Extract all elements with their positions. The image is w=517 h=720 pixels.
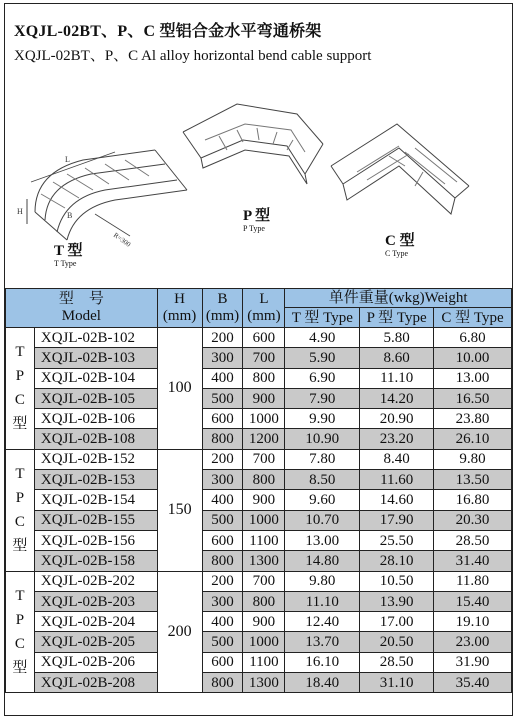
model-cell: XQJL-02B-152 <box>34 449 157 469</box>
width-cell: 400 <box>202 612 243 632</box>
height-cell: 150 <box>157 449 202 571</box>
t-weight-cell: 8.50 <box>285 470 360 490</box>
c-weight-cell: 15.40 <box>434 591 512 611</box>
width-cell: 500 <box>202 632 243 652</box>
length-cell: 800 <box>243 470 285 490</box>
type-letter: T <box>15 466 25 483</box>
p-type-label-en: P Type <box>243 223 265 233</box>
c-weight-cell: 26.10 <box>434 429 512 449</box>
table-row <box>6 470 512 490</box>
t-weight-cell: 13.70 <box>285 632 360 652</box>
width-cell: 300 <box>202 348 243 368</box>
length-cell: 900 <box>243 388 285 408</box>
model-cell: XQJL-02B-153 <box>34 470 157 490</box>
model-cell: XQJL-02B-104 <box>34 368 157 388</box>
c-weight-cell: 10.00 <box>434 348 512 368</box>
c-weight-cell: 23.00 <box>434 632 512 652</box>
length-cell: 900 <box>243 490 285 510</box>
spec-table <box>5 288 512 693</box>
p-weight-cell: 14.60 <box>360 490 434 510</box>
length-cell: 1000 <box>243 510 285 530</box>
c-weight-cell: 31.90 <box>434 652 512 672</box>
length-cell: 700 <box>243 571 285 591</box>
length-cell: 600 <box>243 328 285 348</box>
model-cell: XQJL-02B-106 <box>34 409 157 429</box>
width-cell: 300 <box>202 591 243 611</box>
type-letter: P <box>15 611 25 628</box>
width-cell: 800 <box>202 429 243 449</box>
p-weight-cell: 28.10 <box>360 551 434 571</box>
model-cell: XQJL-02B-158 <box>34 551 157 571</box>
type-letter: T <box>15 344 25 361</box>
t-weight-cell: 5.90 <box>285 348 360 368</box>
width-cell: 500 <box>202 510 243 530</box>
t-weight-cell: 7.90 <box>285 388 360 408</box>
t-weight-cell: 10.90 <box>285 429 360 449</box>
header-b-unit: (mm) <box>205 308 240 324</box>
width-cell: 600 <box>202 530 243 550</box>
type-letter: P <box>15 490 25 507</box>
table-row <box>6 571 512 591</box>
length-cell: 700 <box>243 348 285 368</box>
type-letter: C <box>14 635 25 652</box>
length-cell: 1300 <box>243 673 285 693</box>
header-l-unit: (mm) <box>247 308 281 324</box>
c-type-label-en: C Type <box>385 248 409 258</box>
c-weight-cell: 16.80 <box>434 490 512 510</box>
p-weight-cell: 23.20 <box>360 429 434 449</box>
t-weight-cell: 6.90 <box>285 368 360 388</box>
header-model-zh: 型 号 <box>58 291 104 307</box>
t-weight-cell: 9.90 <box>285 409 360 429</box>
table-row <box>6 673 512 693</box>
c-weight-cell: 28.50 <box>434 530 512 550</box>
p-weight-cell: 11.10 <box>360 368 434 388</box>
header-h-unit: (mm) <box>162 308 197 324</box>
model-cell: XQJL-02B-205 <box>34 632 157 652</box>
c-weight-cell: 13.00 <box>434 368 512 388</box>
spec-table-body <box>6 328 512 693</box>
width-cell: 200 <box>202 571 243 591</box>
p-weight-cell: 20.50 <box>360 632 434 652</box>
height-cell: 200 <box>157 571 202 693</box>
table-row <box>6 530 512 550</box>
type-letter: T <box>15 587 25 604</box>
p-weight-cell: 28.50 <box>360 652 434 672</box>
header-t-type: T 型 Type <box>285 308 360 328</box>
header-c-type: C 型 Type <box>434 308 512 328</box>
model-cell: XQJL-02B-108 <box>34 429 157 449</box>
p-weight-cell: 20.90 <box>360 409 434 429</box>
t-type-label: T 型 <box>54 243 83 259</box>
t-weight-cell: 13.00 <box>285 530 360 550</box>
product-illustration <box>5 74 512 288</box>
table-row <box>6 368 512 388</box>
c-type-label: C 型 <box>385 233 415 249</box>
t-weight-cell: 11.10 <box>285 591 360 611</box>
p-weight-cell: 17.00 <box>360 612 434 632</box>
header-h <box>157 289 202 328</box>
model-cell: XQJL-02B-203 <box>34 591 157 611</box>
table-row <box>6 652 512 672</box>
c-weight-cell: 35.40 <box>434 673 512 693</box>
header-b <box>202 289 243 328</box>
model-cell: XQJL-02B-208 <box>34 673 157 693</box>
t-type-caption <box>54 244 82 268</box>
c-weight-cell: 9.80 <box>434 449 512 469</box>
p-type-caption <box>243 209 270 233</box>
length-cell: 1200 <box>243 429 285 449</box>
length-cell: 1000 <box>243 632 285 652</box>
width-cell: 600 <box>202 652 243 672</box>
width-cell: 200 <box>202 328 243 348</box>
type-group-label <box>6 571 35 693</box>
width-cell: 800 <box>202 551 243 571</box>
p-weight-cell: 11.60 <box>360 470 434 490</box>
length-cell: 1000 <box>243 409 285 429</box>
dim-label-l: L <box>65 155 70 164</box>
model-cell: XQJL-02B-154 <box>34 490 157 510</box>
p-weight-cell: 5.80 <box>360 328 434 348</box>
length-cell: 1100 <box>243 652 285 672</box>
c-weight-cell: 19.10 <box>434 612 512 632</box>
header-l <box>243 289 285 328</box>
table-row <box>6 551 512 571</box>
c-weight-cell: 13.50 <box>434 470 512 490</box>
width-cell: 300 <box>202 470 243 490</box>
t-type-label-en: T Type <box>54 258 77 268</box>
type-group-label <box>6 328 35 450</box>
width-cell: 800 <box>202 673 243 693</box>
model-cell: XQJL-02B-204 <box>34 612 157 632</box>
model-cell: XQJL-02B-105 <box>34 388 157 408</box>
width-cell: 400 <box>202 368 243 388</box>
p-weight-cell: 25.50 <box>360 530 434 550</box>
t-weight-cell: 14.80 <box>285 551 360 571</box>
t-type-drawing <box>27 150 187 240</box>
table-row <box>6 591 512 611</box>
table-row <box>6 388 512 408</box>
length-cell: 900 <box>243 612 285 632</box>
type-letter: 型 <box>12 416 28 433</box>
header-h-label: H <box>174 291 185 307</box>
table-row <box>6 612 512 632</box>
c-weight-cell: 16.50 <box>434 388 512 408</box>
table-row <box>6 328 512 348</box>
p-weight-cell: 17.90 <box>360 510 434 530</box>
header-model-en: Model <box>61 308 101 324</box>
width-cell: 500 <box>202 388 243 408</box>
dim-label-h: H <box>17 207 23 216</box>
t-weight-cell: 12.40 <box>285 612 360 632</box>
c-weight-cell: 6.80 <box>434 328 512 348</box>
t-weight-cell: 9.60 <box>285 490 360 510</box>
width-cell: 200 <box>202 449 243 469</box>
table-row <box>6 490 512 510</box>
title-english: XQJL-02BT、P、C Al alloy horizontal bend cable support <box>14 48 372 64</box>
c-type-caption <box>385 234 415 258</box>
length-cell: 1100 <box>243 530 285 550</box>
dim-label-r: R=300 <box>111 231 133 249</box>
width-cell: 400 <box>202 490 243 510</box>
c-weight-cell: 23.80 <box>434 409 512 429</box>
table-row <box>6 632 512 652</box>
c-weight-cell: 31.40 <box>434 551 512 571</box>
type-group-label <box>6 449 35 571</box>
p-type-drawing <box>183 104 323 184</box>
length-cell: 800 <box>243 368 285 388</box>
model-cell: XQJL-02B-156 <box>34 530 157 550</box>
t-weight-cell: 7.80 <box>285 449 360 469</box>
title-chinese: XQJL-02BT、P、C 型铝合金水平弯通桥架 <box>14 23 322 40</box>
model-cell: XQJL-02B-202 <box>34 571 157 591</box>
t-weight-cell: 10.70 <box>285 510 360 530</box>
height-cell: 100 <box>157 328 202 450</box>
p-weight-cell: 8.60 <box>360 348 434 368</box>
header-weight: 单件重量(wkg)Weight <box>285 289 512 308</box>
dim-label-b: B <box>67 211 73 220</box>
p-weight-cell: 13.90 <box>360 591 434 611</box>
spec-sheet <box>4 3 513 716</box>
table-row <box>6 409 512 429</box>
table-row <box>6 449 512 469</box>
header-l-label: L <box>259 291 269 307</box>
model-cell: XQJL-02B-102 <box>34 328 157 348</box>
t-weight-cell: 18.40 <box>285 673 360 693</box>
type-letter: P <box>15 368 25 385</box>
table-row <box>6 429 512 449</box>
p-weight-cell: 31.10 <box>360 673 434 693</box>
c-weight-cell: 20.30 <box>434 510 512 530</box>
p-weight-cell: 10.50 <box>360 571 434 591</box>
header-p-type: P 型 Type <box>360 308 434 328</box>
p-weight-cell: 8.40 <box>360 449 434 469</box>
type-letter: 型 <box>12 538 28 555</box>
type-letter: C <box>14 514 25 531</box>
type-letter: 型 <box>12 659 28 676</box>
table-row <box>6 348 512 368</box>
c-weight-cell: 11.80 <box>434 571 512 591</box>
t-weight-cell: 9.80 <box>285 571 360 591</box>
header-model <box>6 289 158 328</box>
c-type-drawing <box>331 124 469 214</box>
p-weight-cell: 14.20 <box>360 388 434 408</box>
model-cell: XQJL-02B-206 <box>34 652 157 672</box>
type-letter: C <box>14 392 25 409</box>
length-cell: 1300 <box>243 551 285 571</box>
width-cell: 600 <box>202 409 243 429</box>
t-weight-cell: 4.90 <box>285 328 360 348</box>
length-cell: 800 <box>243 591 285 611</box>
model-cell: XQJL-02B-155 <box>34 510 157 530</box>
t-weight-cell: 16.10 <box>285 652 360 672</box>
model-cell: XQJL-02B-103 <box>34 348 157 368</box>
header-b-label: B <box>217 291 228 307</box>
table-row <box>6 510 512 530</box>
length-cell: 700 <box>243 449 285 469</box>
p-type-label: P 型 <box>243 208 271 224</box>
